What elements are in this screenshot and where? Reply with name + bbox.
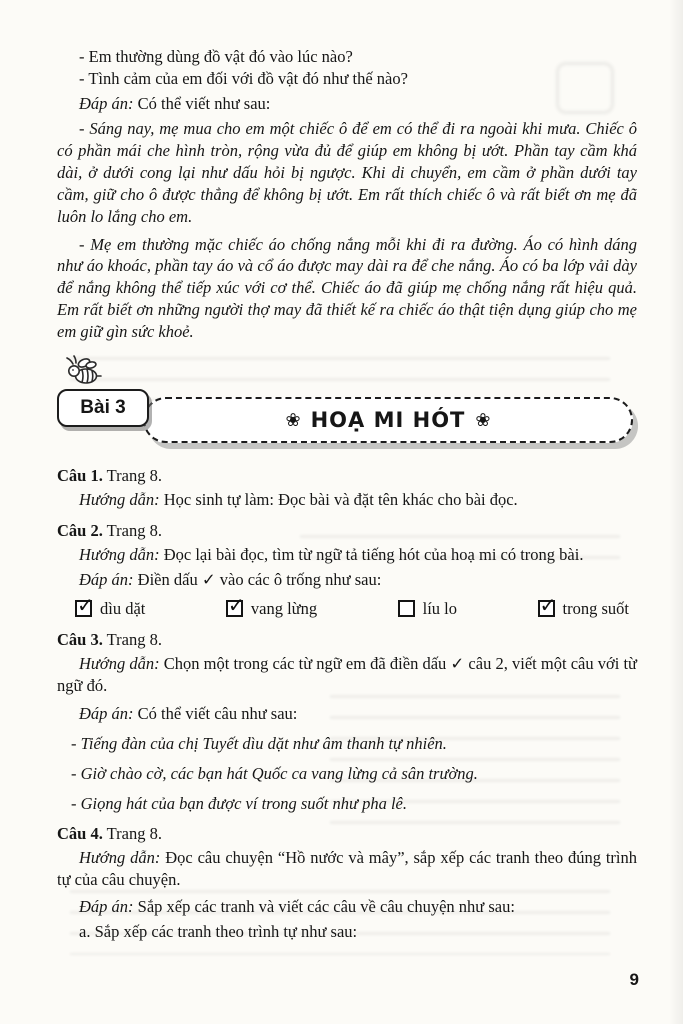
page-ref: Trang 8. (106, 521, 162, 541)
checkbox-box (226, 593, 245, 618)
guide-line (57, 489, 637, 511)
answer-label: Đáp án: (79, 569, 134, 589)
question-number: Câu 1. (57, 466, 103, 486)
section-heading (57, 465, 637, 487)
guide-line (57, 653, 637, 697)
guide-label: Hướng dẫn: (79, 848, 161, 868)
section-heading (57, 629, 637, 651)
check-mark-icon: ✓ (227, 593, 245, 618)
checkbox-item (398, 599, 457, 619)
guide-text: Chọn một trong các từ ngữ em đã điền dấu ✓ câu 2, viết một câu với từ ngữ đó. (57, 653, 638, 695)
checkbox-label: vang lừng (250, 598, 318, 618)
answer-text: Sắp xếp các tranh và viết các câu về câu chuyện như sau: (137, 897, 515, 917)
section-heading (57, 520, 637, 542)
answer-label: Đáp án: (79, 703, 134, 723)
question-line: - Tình cảm của em đối với đồ vật đó như thế nào? (79, 68, 408, 88)
lesson-header (57, 359, 637, 455)
checkbox-box (538, 593, 557, 618)
answer-label: Đáp án: (79, 897, 134, 917)
lesson-title-box (143, 397, 633, 443)
sample-answer-paragraph: - Mẹ em thường mặc chiếc áo chống nắng mỗi khi đi ra đường. Áo có hình dáng như áo khoác, phần tay áo và cổ áo được may dài ra để che nắng. Áo có ba lớp vải dày để nắng không thể tiếp xúc với cơ thể. Chiếc áo đã giúp mẹ chống nắng rất hiệu quả. Em rất biết ơn những người thợ may đã thiết kế ra chiếc áo thật tiện dụng giúp cho mẹ em giữ gìn sức khoẻ. (57, 234, 637, 342)
answer-line (57, 703, 637, 725)
guide-line (57, 847, 637, 891)
question-line: - Em thường dùng đồ vật đó vào lúc nào? (79, 47, 353, 66)
lesson-title: HOẠ MI HÓT (310, 408, 466, 433)
checkbox-item (226, 593, 318, 619)
guide-text: Đọc lại bài đọc, tìm từ ngữ tả tiếng hót của hoạ mi có trong bài. (163, 545, 584, 564)
answer-text: Điền dấu ✓ vào các ô trống như sau: (137, 569, 382, 589)
checkbox-label: líu lo (422, 598, 457, 618)
page-ref: Trang 8. (106, 824, 162, 844)
check-mark-icon: ✓ (539, 593, 557, 618)
checkbox-box (398, 600, 415, 617)
answer-line (57, 896, 637, 918)
section-cau1 (57, 465, 637, 511)
answer-text: Có thể viết như sau: (137, 93, 271, 113)
answer-label: Đáp án: (79, 93, 134, 113)
answer-sample-line: - Tiếng đàn của chị Tuyết dìu dặt như âm thanh tự nhiên. (71, 733, 447, 753)
page-edge-shadow (669, 0, 683, 1024)
question-number: Câu 4. (57, 824, 103, 844)
sub-item-line: a. Sắp xếp các tranh theo trình tự như sau: (79, 922, 358, 942)
check-mark-icon: ✓ (77, 593, 94, 618)
checkbox-item (75, 593, 146, 619)
answer-line (57, 569, 637, 591)
page-number: 9 (629, 970, 639, 989)
checkbox-row (75, 593, 629, 619)
section-heading (57, 823, 637, 845)
section-cau2 (57, 520, 637, 619)
guide-text: Đọc câu chuyện “Hồ nước và mây”, sắp xếp các tranh theo đúng trình tự của câu chuyện. (57, 848, 637, 890)
bee-icon (63, 355, 103, 392)
guide-text: Học sinh tự làm: Đọc bài và đặt tên khác cho bài đọc. (163, 490, 518, 510)
section-cau4 (57, 823, 637, 943)
question-number: Câu 3. (57, 629, 103, 649)
answer-text: Có thể viết câu như sau: (137, 703, 298, 723)
intro-answer-line (57, 93, 637, 115)
guide-label: Hướng dẫn: (79, 490, 160, 510)
question-number: Câu 2. (57, 521, 103, 541)
guide-label: Hướng dẫn: (79, 653, 160, 673)
page-ref: Trang 8. (106, 629, 162, 649)
guide-line (57, 544, 637, 566)
checkbox-box (75, 593, 94, 618)
answer-sample-line: - Giọng hát của bạn được ví trong suốt như pha lê. (71, 793, 407, 813)
flower-icon: ❀ (475, 409, 491, 431)
checkbox-label: dìu dặt (100, 598, 146, 618)
guide-label: Hướng dẫn: (79, 545, 160, 564)
sample-answer-paragraph: - Sáng nay, mẹ mua cho em một chiếc ô để em có thể đi ra ngoài khi mưa. Chiếc ô có phần mái che hình tròn, rộng vừa đủ để giúp em không bị ướt. Phần tay cầm khá dài, ở dưới cong lại như dấu hỏi bị ngược. Khi di chuyển, em cầm ở phần dưới tay cầm, giữ cho ô được thẳng để không bị ướt. Em rất thích chiếc ô và rất biết ơn mẹ đã luôn lo lắng cho em. (57, 118, 637, 226)
answer-sample-line: - Giờ chào cờ, các bạn hát Quốc ca vang lừng cả sân trường. (71, 763, 478, 783)
section-cau3 (57, 629, 637, 815)
page-ref: Trang 8. (106, 466, 162, 486)
flower-icon: ❀ (285, 409, 301, 431)
lesson-badge: Bài 3 (57, 389, 149, 427)
checkbox-item (538, 593, 629, 619)
page-content (57, 46, 637, 943)
checkbox-label: trong suốt (562, 598, 629, 618)
